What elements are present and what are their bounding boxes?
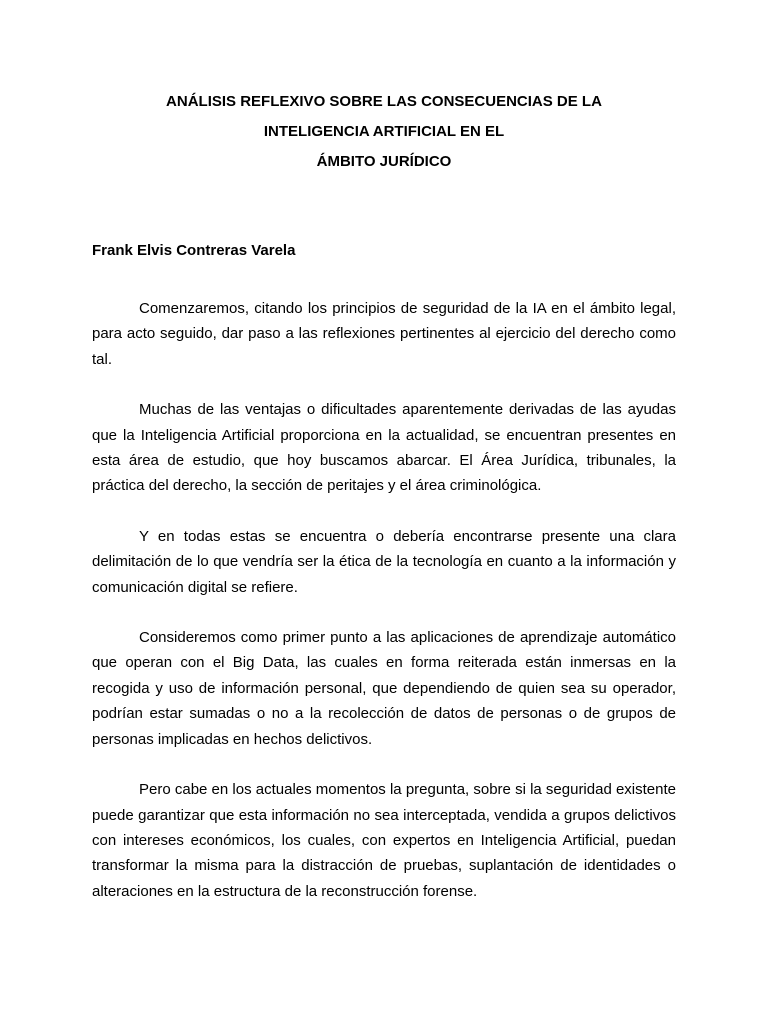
document-body	[92, 296, 676, 929]
paragraph: Pero cabe en los actuales momentos la pregunta, sobre si la seguridad existente puede garantizar que esta información no sea interceptada, vendida a grupos delictivos con intereses económicos, los cuales, con expertos en Inteligencia Artificial, puedan transformar la misma para la distracción de pruebas, suplantación de identidades o alteraciones en la estructura de la reconstrucción forense.	[92, 781, 676, 900]
document-title	[92, 87, 676, 177]
paragraph: Y en todas estas se encuentra o debería encontrarse presente una clara delimitación de lo que vendría ser la ética de la tecnología en cuanto a la información y comunicación digital se refiere.	[92, 527, 676, 596]
paragraph: Comenzaremos, citando los principios de seguridad de la IA en el ámbito legal, para acto seguido, dar paso a las reflexiones pertinentes al ejercicio del derecho como tal.	[92, 300, 676, 368]
title-line: INTELIGENCIA ARTIFICIAL EN EL	[263, 123, 505, 140]
paragraph: Muchas de las ventajas o dificultades aparentemente derivadas de las ayudas que la Inteligencia Artificial proporciona en la actualidad, se encuentran presentes en esta área de estudio, que hoy buscamos abarcar. El Área Jurídica, tribunales, la práctica del derecho, la sección de peritajes y el área criminológica.	[92, 401, 676, 495]
title-line: ANÁLISIS REFLEXIVO SOBRE LAS CONSECUENCIAS DE LA	[166, 93, 602, 110]
title-line: ÁMBITO JURÍDICO	[316, 153, 452, 170]
author-name: Frank Elvis Contreras Varela	[92, 242, 296, 259]
paragraph: Consideremos como primer punto a las aplicaciones de aprendizaje automático que operan con el Big Data, las cuales en forma reiterada están inmersas en la recogida y uso de información personal, que dependiendo de quien sea su operador, podrían estar sumadas o no a la recolección de datos de personas o de grupos de personas implicadas en hechos delictivos.	[92, 629, 676, 748]
